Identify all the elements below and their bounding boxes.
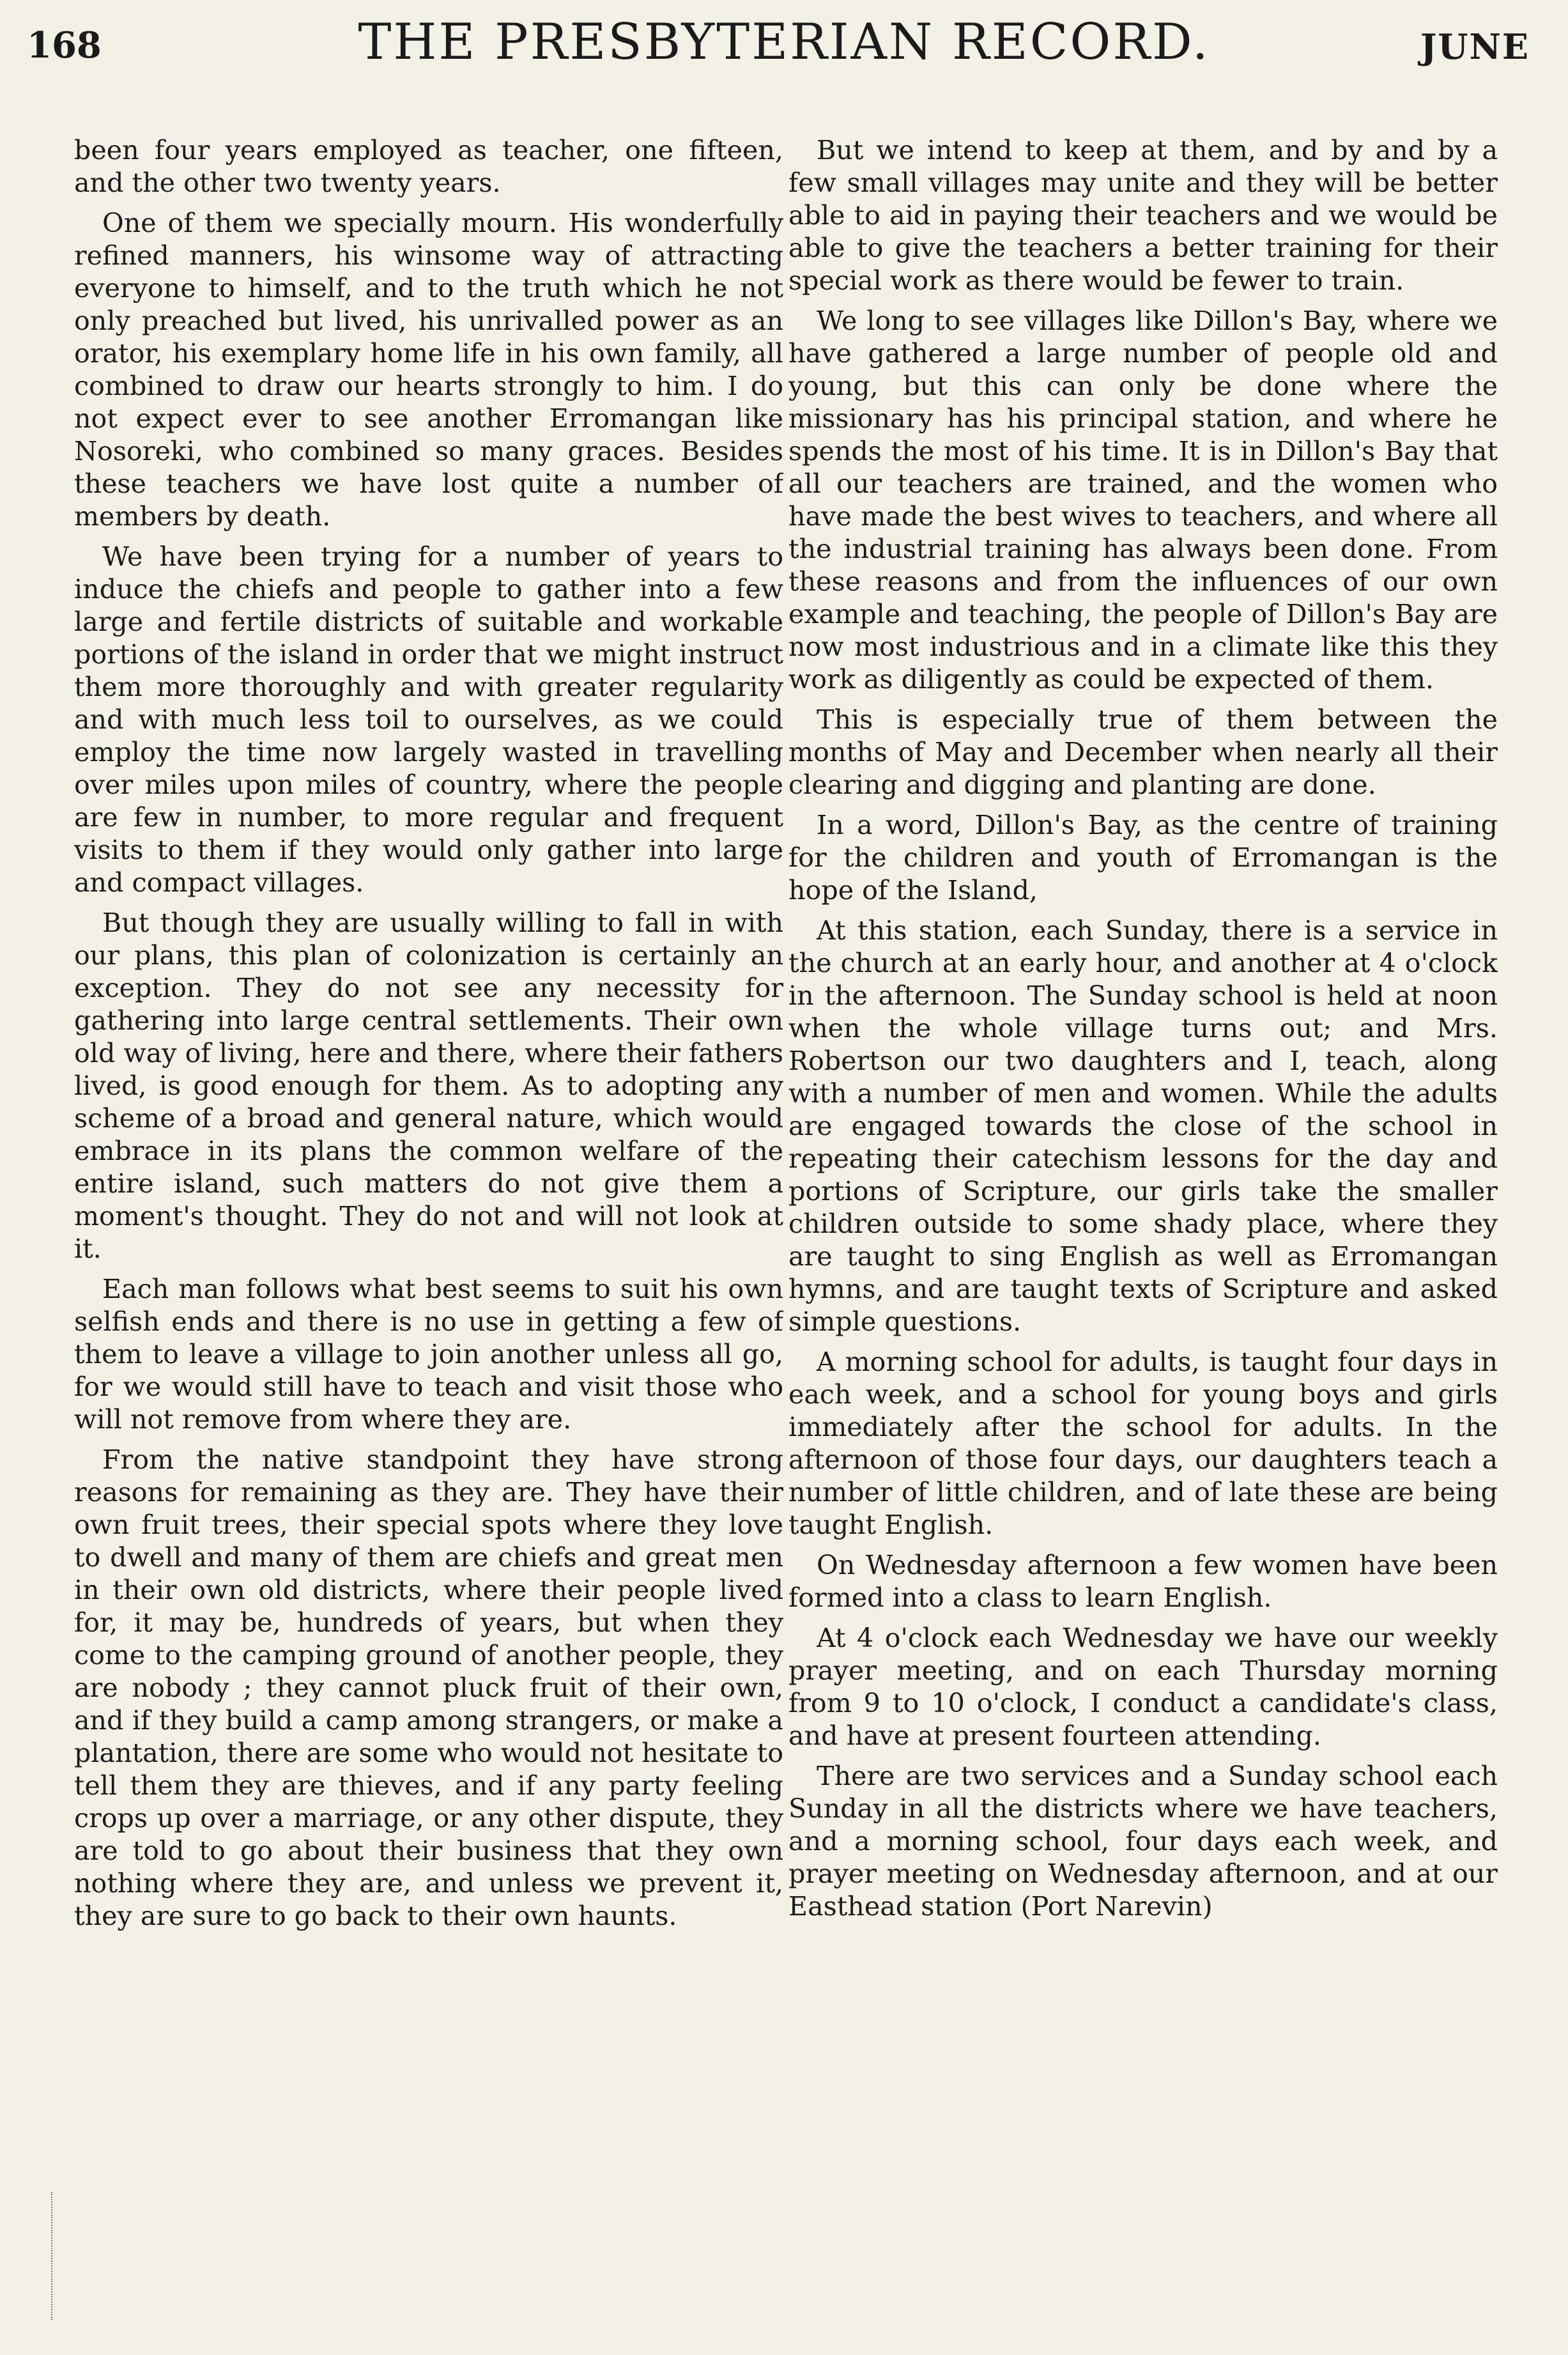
paragraph: At this station, each Sunday, there is a service in the church at an early hour, and another at 4 o'clock in the afternoon. The Sunday school is held at noon when the whole village turns out; and Mrs. Robertson our two daughters and I, teach, along with a number of men and women. While the adults are engaged towards the close of the school in repeating their catechism lessons for the day and portions of Scripture, our girls take the smaller children outside to some shady place, where they are taught to sing English as well as Erromangan hymns, and are taught texts of Scripture and asked simple questions. <box>788 915 1498 1337</box>
paragraph: A morning school for adults, is taught four days in each week, and a school for young boys and girls immediately after the school for adults. In the afternoon of those four days, our daughters teach a number of little children, and of late these are being taught English. <box>788 1347 1498 1540</box>
paragraph: But though they are usually willing to fall in with our plans, this plan of colonization is certainly an exception. They do not see any necessity for gathering into large central settlements. Their own old way of living, here and there, where their fathers lived, is good enough for them. As to adopting any scheme of a broad and general nature, which would embrace in its plans the common welfare of the entire island, such matters do not give them a moment's thought. They do not and will not look at it. <box>74 907 783 1264</box>
paragraph: From the native standpoint they have strong reasons for remaining as they are. They have their own fruit trees, their special spots where they love to dwell and many of them are chiefs and great men in their own old districts, where their people lived for, it may be, hundreds of years, but when they come to the camping ground of another people, they are nobody ; they cannot pluck fruit of their own, and if they build a camp among strangers, or make a plantation, there are some who would not hesitate to tell them they are thieves, and if any party feeling crops up over a marriage, or any other dispute, they are told to go about their business that they own nothing where they are, and unless we prevent it, they are sure to go back to their own haunts. <box>74 1444 783 1931</box>
page-header <box>0 0 1568 121</box>
paragraph: This is especially true of them between the months of May and December when nearly all their clearing and digging and planting are done. <box>788 704 1498 800</box>
right-column <box>788 134 1498 2262</box>
paragraph: Each man follows what best seems to suit his own selfish ends and there is no use in getting a few of them to leave a village to join another unless all go, for we would still have to teach and visit those who will not remove from where they are. <box>74 1274 783 1435</box>
paragraph: In a word, Dillon's Bay, as the centre of training for the children and youth of Erromangan is the hope of the Island, <box>788 810 1498 906</box>
paragraph: At 4 o'clock each Wednesday we have our weekly prayer meeting, and on each Thursday morning from 9 to 10 o'clock, I conduct a candidate's class, and have at present fourteen attending. <box>788 1623 1498 1751</box>
journal-title: THE PRESBYTERIAN RECORD. <box>358 13 1210 71</box>
page-number: 168 <box>27 24 102 66</box>
left-column <box>74 134 783 2262</box>
margin-speckle <box>51 2192 55 2320</box>
paragraph: One of them we specially mourn. His wonderfully refined manners, his winsome way of attracting everyone to himself, and to the truth which he not only preached but lived, his unrivalled power as an orator, his exemplary home life in his own family, all combined to draw our hearts strongly to him. I do not expect ever to see another Erromangan like Nosoreki, who combined so many graces. Besides these teachers we have lost quite a number of members by death. <box>74 208 783 532</box>
paragraph: There are two services and a Sunday school each Sunday in all the districts where we have teachers, and a morning school, four days each week, and prayer meeting on Wednesday afternoon, and at our Easthead station (Port Narevin) <box>788 1761 1498 1922</box>
issue-month: JUNE <box>1420 26 1530 67</box>
paragraph: But we intend to keep at them, and by and by a few small villages may unite and they will be better able to aid in paying their teachers and we would be able to give the teachers a better training for their special work as there would be fewer to train. <box>788 135 1498 296</box>
paragraph: On Wednesday afternoon a few women have been formed into a class to learn English. <box>788 1550 1498 1613</box>
paragraph: We have been trying for a number of years to induce the chiefs and people to gather into a few large and fertile districts of suitable and workable portions of the island in order that we might instruct them more thoroughly and with greater regularity and with much less toil to ourselves, as we could employ the time now largely wasted in travelling over miles upon miles of country, where the people are few in number, to more regular and frequent visits to them if they would only gather into large and compact villages. <box>74 541 783 898</box>
paragraph: been four years employed as teacher, one fifteen, and the other two twenty years. <box>74 135 783 198</box>
paragraph: We long to see villages like Dillon's Bay, where we have gathered a large number of people old and young, but this can only be done where the missionary has his principal station, and where he spends the most of his time. It is in Dillon's Bay that all our teachers are trained, and the women who have made the best wives to teachers, and where all the industrial training has always been done. From these reasons and from the influences of our own example and teaching, the people of Dillon's Bay are now most industrious and in a climate like this they work as diligently as could be expected of them. <box>788 305 1498 695</box>
